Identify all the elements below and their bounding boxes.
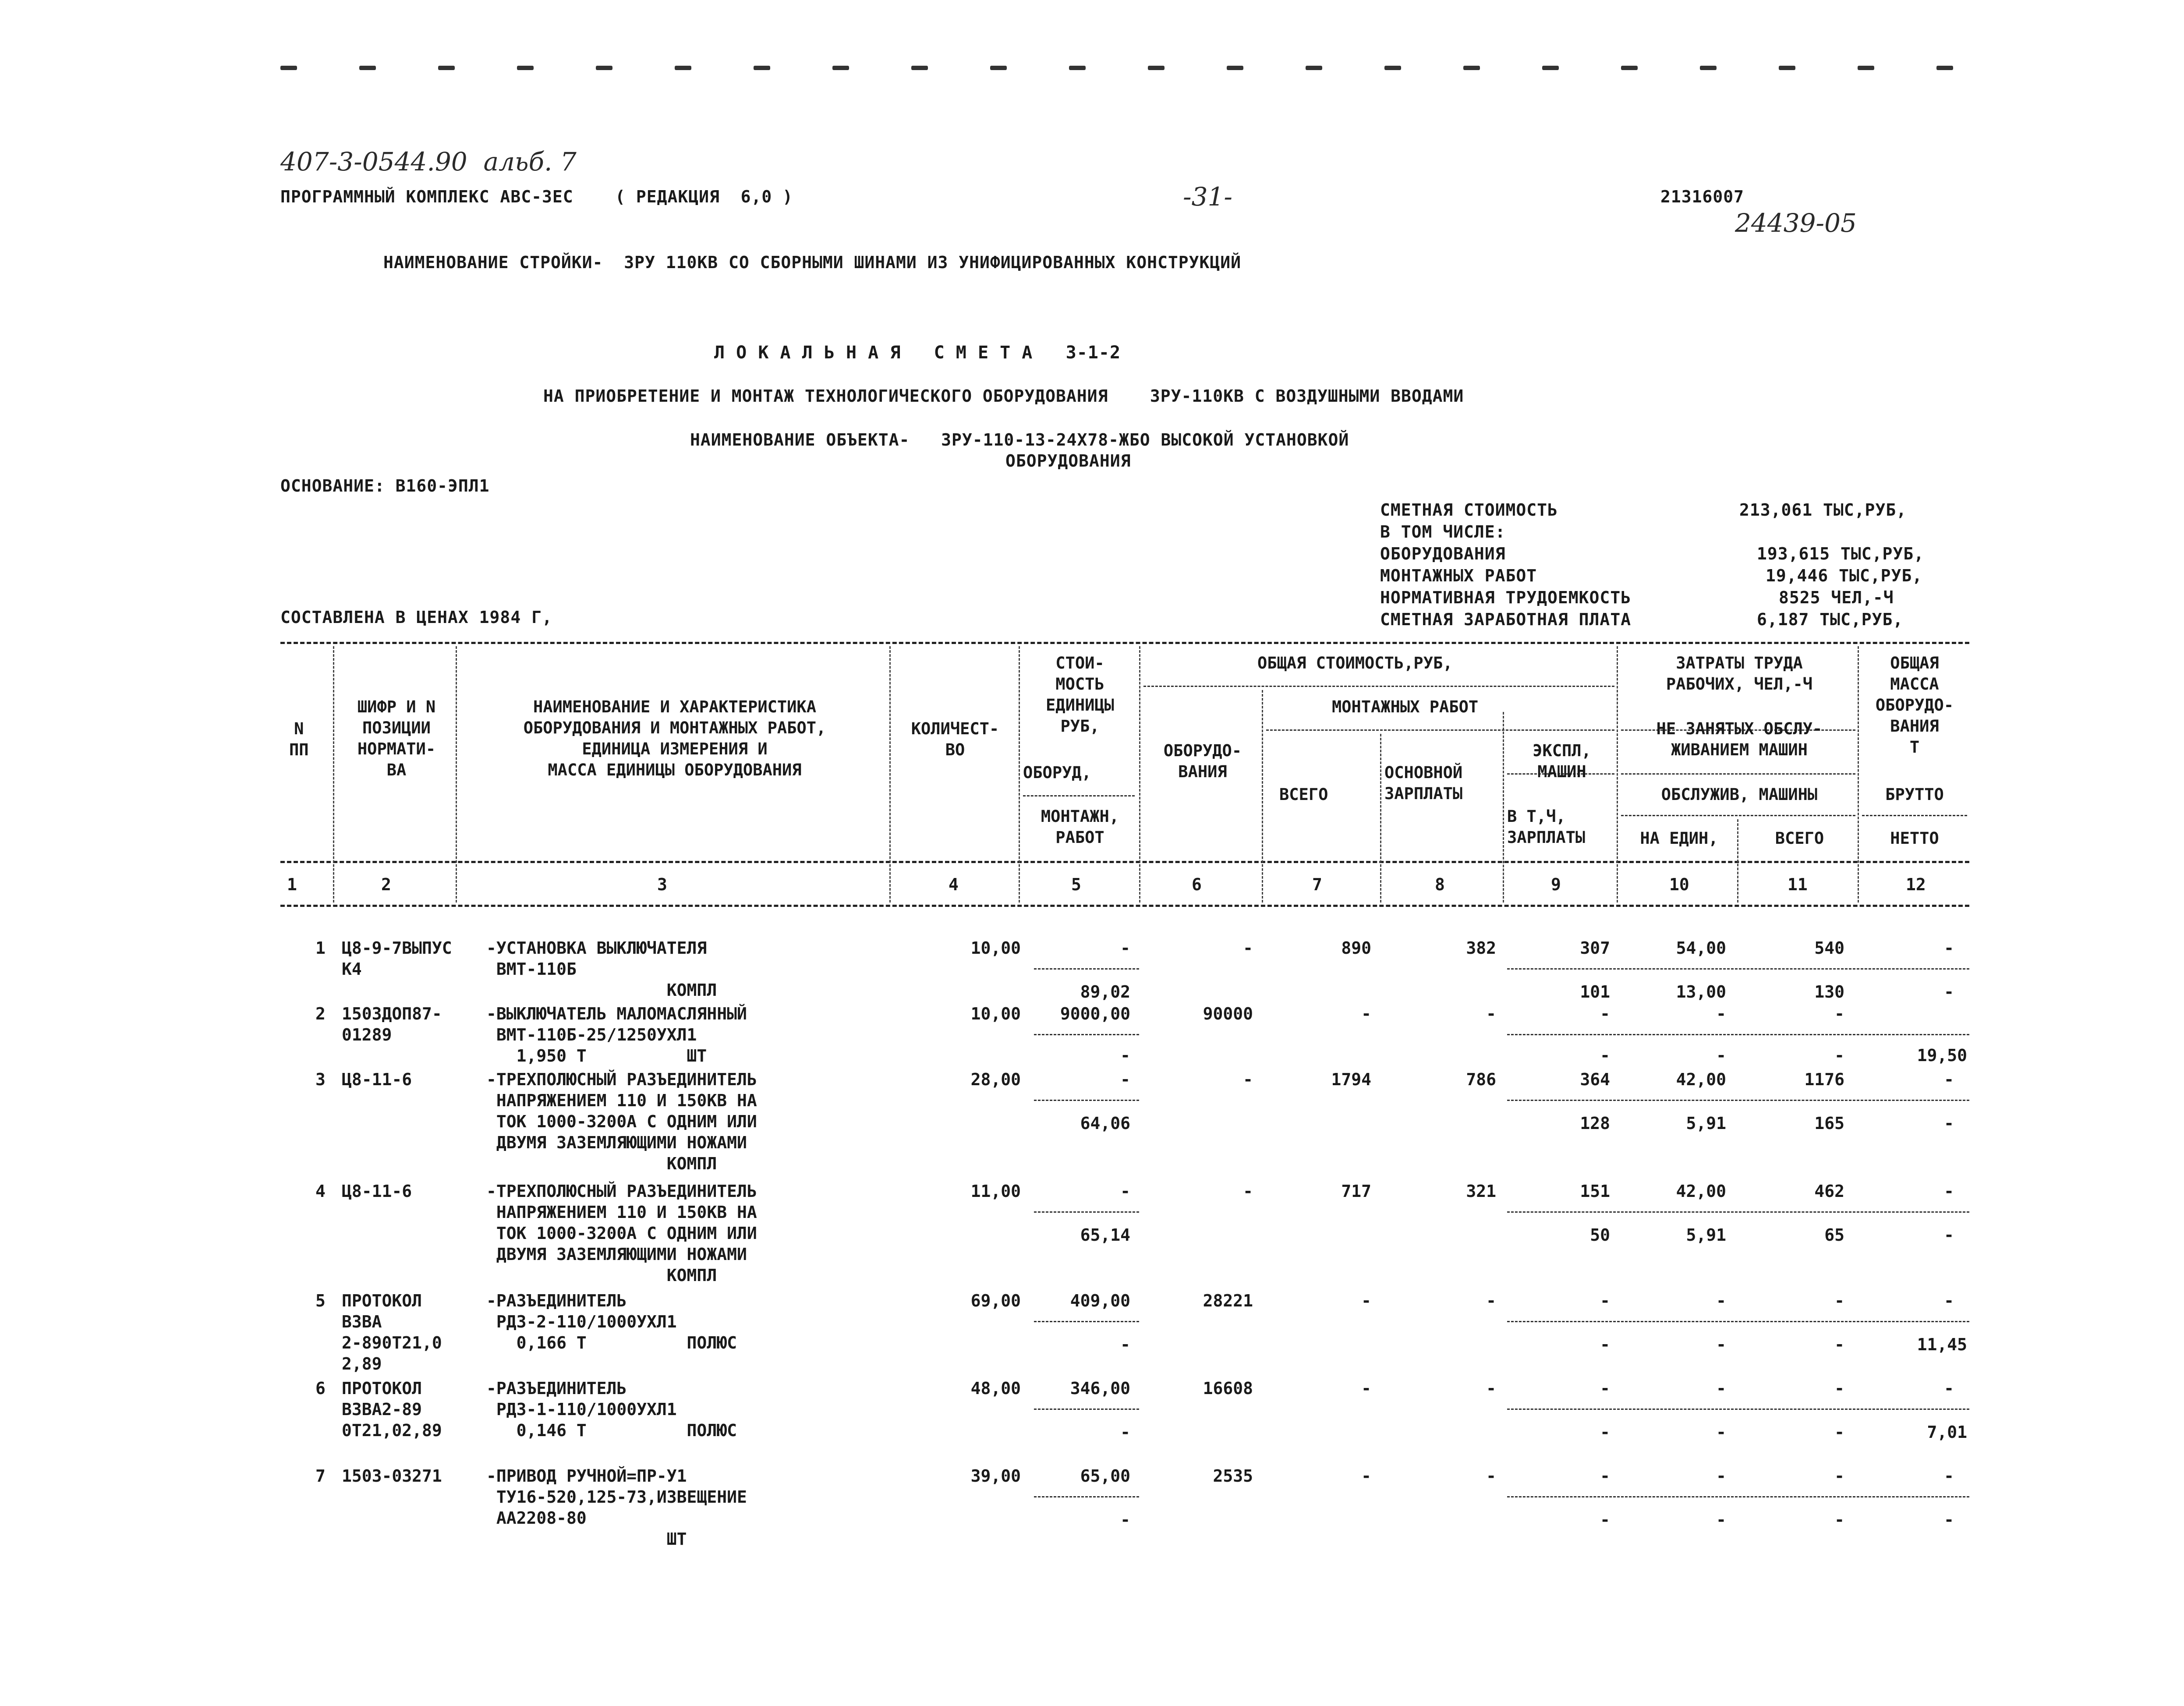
col-header-name: НАИМЕНОВАНИЕ И ХАРАКТЕРИСТИКА ОБОРУДОВАНИЯ И МОНТАЖНЫХ РАБОТ, ЕДИНИЦА ИЗМЕРЕНИЯ И МАССА ЕДИНИЦЫ ОБОРУДОВАНИЯ <box>523 697 826 779</box>
column-number: 7 <box>1312 875 1322 894</box>
row-net: 7,01 <box>1927 1423 1967 1442</box>
row-machine-salary: 101 <box>1580 982 1610 1002</box>
row-labor-unit: 42,00 <box>1676 1182 1726 1201</box>
row-code: 1503-03271 <box>342 1466 442 1486</box>
row-machine-salary: 128 <box>1580 1114 1610 1133</box>
header-inner-rule <box>1266 729 1614 731</box>
header-inner-rule <box>1023 795 1135 796</box>
row-machines: - <box>1600 1379 1610 1398</box>
row-number: 6 <box>315 1379 326 1398</box>
row-unit-install: 89,02 <box>1080 982 1130 1002</box>
row-service-unit: 5,91 <box>1686 1225 1726 1245</box>
row-salary: 321 <box>1466 1182 1496 1201</box>
column-number: 5 <box>1071 875 1081 894</box>
header-inner-rule <box>1621 815 1855 816</box>
col-header-total-cost: ОБЩАЯ СТОИМОСТЬ,РУБ, <box>1257 654 1453 672</box>
row-labor-unit: - <box>1716 1291 1726 1310</box>
row-gross: - <box>1944 1070 1954 1089</box>
row-service-unit: - <box>1716 1423 1726 1442</box>
col-header-all: ВСЕГО <box>1775 829 1824 848</box>
row-machines: - <box>1600 1466 1610 1486</box>
row-number: 4 <box>315 1182 326 1201</box>
summary-label: СМЕТНАЯ ЗАРАБОТНАЯ ПЛАТА <box>1380 610 1632 629</box>
row-total: 890 <box>1341 938 1371 958</box>
cell-rule <box>1507 968 1969 970</box>
row-unit-equipment: - <box>1120 1182 1130 1201</box>
col-header-labor-machines: ОБСЛУЖИВ, МАШИНЫ <box>1661 785 1818 804</box>
document-subtitle: НА ПРИОБРЕТЕНИЕ И МОНТАЖ ТЕХНОЛОГИЧЕСКОГО ОБОРУДОВАНИЯ ЗРУ-110КВ С ВОЗДУШНЫМИ ВВОДАМИ <box>543 386 1464 406</box>
row-gross: - <box>1944 1466 1954 1486</box>
row-equipment: 2535 <box>1213 1466 1253 1486</box>
col-divider <box>1262 690 1263 903</box>
col-divider <box>1858 646 1859 903</box>
row-unit-equipment: - <box>1120 1070 1130 1089</box>
row-service-total: - <box>1834 1423 1844 1442</box>
row-labor-total: - <box>1834 1379 1844 1398</box>
row-machine-salary: 50 <box>1590 1225 1610 1245</box>
cell-rule <box>1034 1409 1139 1410</box>
row-code: 1503ДОП87- 01289 <box>342 1004 442 1044</box>
row-number: 7 <box>315 1466 326 1486</box>
col-divider <box>1380 734 1381 903</box>
summary-label: ОБОРУДОВАНИЯ <box>1380 544 1506 563</box>
col-divider <box>1139 646 1140 903</box>
row-net: - <box>1944 982 1954 1002</box>
row-machines: - <box>1600 1004 1610 1023</box>
row-quantity: 11,00 <box>970 1182 1021 1201</box>
summary-value: 193,615 ТЫС,РУБ, <box>1757 544 1925 563</box>
row-labor-total: 1176 <box>1804 1070 1844 1089</box>
basis: ОСНОВАНИЕ: В160-ЭПЛ1 <box>280 476 490 496</box>
row-quantity: 10,00 <box>970 1004 1021 1023</box>
row-service-unit: - <box>1716 1046 1726 1065</box>
column-number: 12 <box>1906 875 1926 894</box>
row-service-total: 65 <box>1824 1225 1844 1245</box>
row-service-unit: 13,00 <box>1676 982 1726 1002</box>
header-inner-rule <box>1862 815 1967 816</box>
row-labor-total: 462 <box>1814 1182 1844 1201</box>
col-divider <box>889 646 891 903</box>
column-number: 6 <box>1192 875 1202 894</box>
row-gross: - <box>1944 1182 1954 1201</box>
cell-rule <box>1034 1100 1139 1101</box>
cell-rule <box>1507 1211 1969 1213</box>
cell-rule <box>1507 1034 1969 1035</box>
row-machine-salary: - <box>1600 1046 1610 1065</box>
row-total: 717 <box>1341 1182 1371 1201</box>
col-divider <box>1617 646 1618 903</box>
row-total: - <box>1361 1466 1371 1486</box>
col-header-labor-not-machines: НЕ ЗАНЯТЫХ ОБСЛУ- ЖИВАНИЕМ МАШИН <box>1656 719 1823 759</box>
header-bottom-rule <box>280 861 1969 863</box>
column-number: 9 <box>1551 875 1561 894</box>
row-salary: - <box>1486 1291 1496 1310</box>
col-divider <box>1019 646 1020 903</box>
row-number: 2 <box>315 1004 326 1023</box>
row-code: Ц8-9-7ВЫПУС К4 <box>342 938 452 979</box>
row-labor-total: - <box>1834 1004 1844 1023</box>
col-header-machine-salary: В Т,Ч, ЗАРПЛАТЫ <box>1507 807 1586 847</box>
row-unit-install: - <box>1120 1423 1130 1442</box>
row-salary: - <box>1486 1379 1496 1398</box>
row-gross: - <box>1944 938 1954 958</box>
prices-year: СОСТАВЛЕНА В ЦЕНАХ 1984 Г, <box>280 608 552 627</box>
col-divider <box>1737 819 1738 903</box>
summary-label: МОНТАЖНЫХ РАБОТ <box>1380 566 1537 585</box>
header-inner-rule <box>1621 773 1855 775</box>
row-quantity: 28,00 <box>970 1070 1021 1089</box>
column-number: 8 <box>1435 875 1445 894</box>
summary-value: 6,187 ТЫС,РУБ, <box>1757 610 1904 629</box>
row-total: - <box>1361 1291 1371 1310</box>
col-header-net: НЕТТО <box>1890 829 1939 848</box>
row-net: 11,45 <box>1917 1335 1967 1354</box>
row-code: ПРОТОКОЛ ВЗВА 2-890Т21,0 2,89 <box>342 1291 442 1373</box>
row-name: -УСТАНОВКА ВЫКЛЮЧАТЕЛЯ ВМТ-110Б КОМПЛ <box>486 938 717 1000</box>
row-machines: 307 <box>1580 938 1610 958</box>
row-labor-unit: - <box>1716 1379 1726 1398</box>
row-equipment: 28221 <box>1203 1291 1253 1310</box>
row-code: Ц8-11-6 <box>342 1070 412 1089</box>
row-name: -ВЫКЛЮЧАТЕЛЬ МАЛОМАСЛЯННЫЙ ВМТ-110Б-25/1250УХЛ1 1,950 Т ШТ <box>486 1004 747 1065</box>
row-total: - <box>1361 1004 1371 1023</box>
row-machine-salary: - <box>1600 1335 1610 1354</box>
row-machine-salary: - <box>1600 1510 1610 1529</box>
row-salary: 786 <box>1466 1070 1496 1089</box>
document-title: Л О К А Л Ь Н А Я С М Е Т А 3-1-2 <box>714 343 1121 363</box>
col-header-unit-cost: СТОИ- МОСТЬ ЕДИНИЦЫ РУБ, <box>1046 654 1114 736</box>
row-unit-equipment: - <box>1120 938 1130 958</box>
cell-rule <box>1034 1034 1139 1035</box>
row-total: - <box>1361 1379 1371 1398</box>
object-name: НАИМЕНОВАНИЕ ОБЪЕКТА- ЗРУ-110-13-24Х78-ЖБО ВЫСОКОЙ УСТАНОВКОЙ <box>690 430 1349 450</box>
row-quantity: 10,00 <box>970 938 1021 958</box>
row-number: 5 <box>315 1291 326 1310</box>
row-service-total: - <box>1834 1510 1844 1529</box>
row-labor-unit: 42,00 <box>1676 1070 1726 1089</box>
cell-rule <box>1507 1496 1969 1497</box>
page-number-handwritten: -31- <box>1183 182 1232 212</box>
table-top-rule <box>280 642 1969 644</box>
cell-rule <box>1034 968 1139 970</box>
row-service-unit: - <box>1716 1335 1726 1354</box>
row-machine-salary: - <box>1600 1423 1610 1442</box>
row-machines: 364 <box>1580 1070 1610 1089</box>
row-equipment: - <box>1243 938 1253 958</box>
summary-value: 8525 ЧЕЛ,-Ч <box>1779 588 1894 607</box>
row-service-total: 165 <box>1814 1114 1844 1133</box>
row-labor-total: - <box>1834 1466 1844 1486</box>
cell-rule <box>1034 1321 1139 1322</box>
col-header-machines: ЭКСПЛ, МАШИН <box>1533 741 1591 781</box>
row-unit-equipment: 9000,00 <box>1060 1004 1130 1023</box>
row-service-unit: - <box>1716 1510 1726 1529</box>
cell-rule <box>1507 1100 1969 1101</box>
col-divider <box>1503 712 1504 903</box>
row-salary: - <box>1486 1466 1496 1486</box>
row-equipment: 90000 <box>1203 1004 1253 1023</box>
row-code: ПРОТОКОЛ ВЗВА2-89 0Т21,02,89 <box>342 1379 442 1440</box>
row-net: - <box>1944 1225 1954 1245</box>
row-salary: 382 <box>1466 938 1496 958</box>
row-name: -РАЗЪЕДИНИТЕЛЬ РДЗ-1-110/1000УХЛ1 0,146 Т ПОЛЮС <box>486 1379 737 1440</box>
row-name: -ТРЕХПОЛЮСНЫЙ РАЗЪЕДИНИТЕЛЬ НАПРЯЖЕНИЕМ 110 И 150КВ НА ТОК 1000-3200А С ОДНИМ ИЛИ ДВУМЯ ЗАЗЕМЛЯЮЩИМИ НОЖАМИ КОМПЛ <box>486 1070 757 1173</box>
row-labor-total: 540 <box>1814 938 1844 958</box>
construction-name: НАИМЕНОВАНИЕ СТРОЙКИ- ЗРУ 110КВ СО СБОРНЫМИ ШИНАМИ ИЗ УНИФИЦИРОВАННЫХ КОНСТРУКЦИЙ <box>383 253 1241 272</box>
col-header-unit-equipment: ОБОРУД, <box>1023 763 1091 782</box>
row-net: - <box>1944 1510 1954 1529</box>
summary-label: НОРМАТИВНАЯ ТРУДОЕМКОСТЬ <box>1380 588 1632 607</box>
row-quantity: 48,00 <box>970 1379 1021 1398</box>
row-unit-equipment: 409,00 <box>1070 1291 1130 1310</box>
row-name: -РАЗЪЕДИНИТЕЛЬ РДЗ-2-110/1000УХЛ1 0,166 Т ПОЛЮС <box>486 1291 737 1352</box>
summary-value: 213,061 ТЫС,РУБ, <box>1739 500 1907 520</box>
row-salary: - <box>1486 1004 1496 1023</box>
row-unit-equipment: 346,00 <box>1070 1379 1130 1398</box>
col-header-equipment: ОБОРУДО- ВАНИЯ <box>1163 741 1242 781</box>
col-header-total: ВСЕГО <box>1279 785 1328 804</box>
col-header-per-unit: НА ЕДИН, <box>1640 829 1718 848</box>
column-number: 10 <box>1669 875 1689 894</box>
cell-rule <box>1034 1211 1139 1213</box>
row-machines: - <box>1600 1291 1610 1310</box>
document-code: 21316007 <box>1660 187 1745 206</box>
row-labor-total: - <box>1834 1291 1844 1310</box>
col-header-code: ШИФР И N ПОЗИЦИИ НОРМАТИ- ВА <box>357 697 436 779</box>
row-labor-unit: - <box>1716 1004 1726 1023</box>
row-labor-unit: 54,00 <box>1676 938 1726 958</box>
col-header-gross: БРУТТО <box>1885 785 1944 804</box>
row-gross: 19,50 <box>1917 1046 1967 1065</box>
album-ref-handwritten: 407-3-0544.90 альб. 7 <box>280 147 577 177</box>
row-unit-install: - <box>1120 1046 1130 1065</box>
row-quantity: 39,00 <box>970 1466 1021 1486</box>
col-header-number: N ПП <box>289 719 309 759</box>
row-total: 1794 <box>1331 1070 1371 1089</box>
column-number: 4 <box>949 875 959 894</box>
column-number: 2 <box>381 875 391 894</box>
cell-rule <box>1507 1409 1969 1410</box>
col-divider <box>333 646 334 903</box>
row-service-unit: 5,91 <box>1686 1114 1726 1133</box>
cell-rule <box>1034 1496 1139 1497</box>
col-header-quantity: КОЛИЧЕСТ- ВО <box>911 719 999 759</box>
cell-rule <box>1507 1321 1969 1322</box>
col-header-mass: ОБЩАЯ МАССА ОБОРУДО- ВАНИЯ Т <box>1875 654 1954 757</box>
row-service-total: 130 <box>1814 982 1844 1002</box>
summary-label: В ТОМ ЧИСЛЕ: <box>1380 522 1506 542</box>
program-line: ПРОГРАММНЫЙ КОМПЛЕКС АВС-ЗЕС ( РЕДАКЦИЯ 6,0 ) <box>280 187 793 206</box>
row-number: 3 <box>315 1070 326 1089</box>
column-number: 11 <box>1788 875 1808 894</box>
row-gross: - <box>1944 1379 1954 1398</box>
col-header-unit-install: МОНТАЖН, РАБОТ <box>1041 807 1119 847</box>
col-divider <box>456 646 457 903</box>
col-header-labor: ЗАТРАТЫ ТРУДА РАБОЧИХ, ЧЕЛ,-Ч <box>1666 654 1813 694</box>
row-unit-install: 64,06 <box>1080 1114 1130 1133</box>
row-net: - <box>1944 1114 1954 1133</box>
object-name-cont: ОБОРУДОВАНИЯ <box>1005 451 1131 471</box>
column-number: 3 <box>657 875 667 894</box>
column-numbers-rule <box>280 905 1969 907</box>
row-unit-equipment: 65,00 <box>1080 1466 1130 1486</box>
header-inner-rule <box>1143 686 1614 687</box>
row-unit-install: - <box>1120 1510 1130 1529</box>
row-number: 1 <box>315 938 326 958</box>
row-equipment: - <box>1243 1182 1253 1201</box>
row-unit-install: 65,14 <box>1080 1225 1130 1245</box>
row-equipment: 16608 <box>1203 1379 1253 1398</box>
column-number: 1 <box>287 875 297 894</box>
row-code: Ц8-11-6 <box>342 1182 412 1201</box>
row-service-total: - <box>1834 1046 1844 1065</box>
row-name: -ТРЕХПОЛЮСНЫЙ РАЗЪЕДИНИТЕЛЬ НАПРЯЖЕНИЕМ 110 И 150КВ НА ТОК 1000-3200А С ОДНИМ ИЛИ ДВУМЯ ЗАЗЕМЛЯЮЩИМИ НОЖАМИ КОМПЛ <box>486 1182 757 1285</box>
summary-value: 19,446 ТЫС,РУБ, <box>1766 566 1923 585</box>
col-header-base-salary: ОСНОВНОЙ ЗАРПЛАТЫ <box>1384 763 1463 803</box>
row-unit-install: - <box>1120 1335 1130 1354</box>
row-service-total: - <box>1834 1335 1844 1354</box>
stamp-number-handwritten: 24439-05 <box>1735 208 1857 238</box>
row-machines: 151 <box>1580 1182 1610 1201</box>
col-header-install-works: МОНТАЖНЫХ РАБОТ <box>1332 697 1479 716</box>
row-name: -ПРИВОД РУЧНОЙ=ПР-У1 ТУ16-520,125-73,ИЗВЕЩЕНИЕ АА2208-80 ШТ <box>486 1466 747 1549</box>
row-labor-unit: - <box>1716 1466 1726 1486</box>
row-quantity: 69,00 <box>970 1291 1021 1310</box>
summary-label: СМЕТНАЯ СТОИМОСТЬ <box>1380 500 1558 520</box>
row-equipment: - <box>1243 1070 1253 1089</box>
row-gross: - <box>1944 1291 1954 1310</box>
